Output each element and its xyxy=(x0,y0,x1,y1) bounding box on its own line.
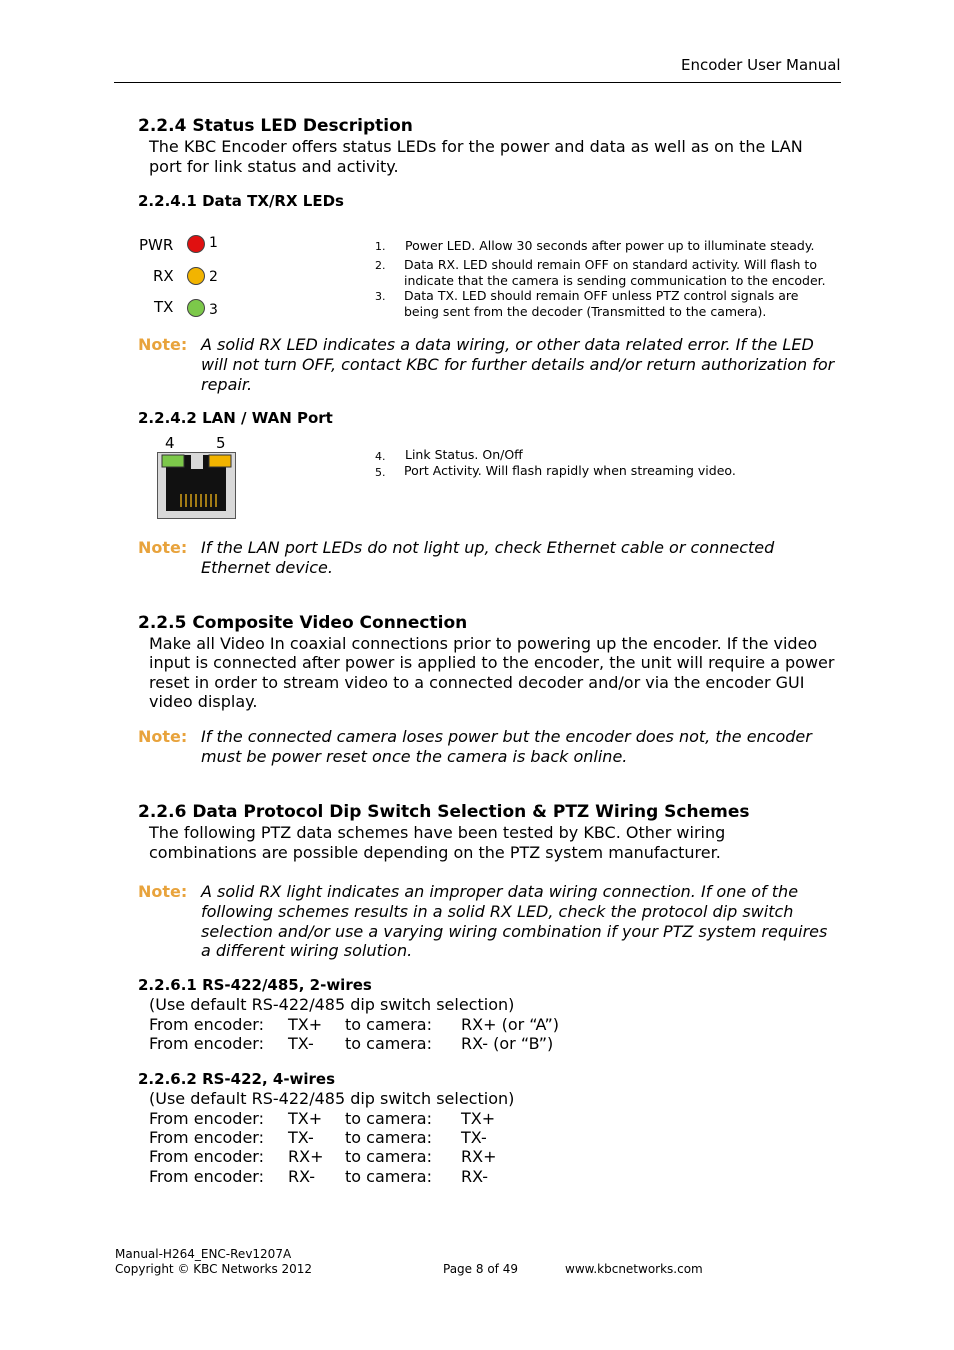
port-led-number-5: 5 xyxy=(216,434,226,452)
note-text: If the LAN port LEDs do not light up, check Ethernet cable or connected Ethernet device. xyxy=(201,538,775,577)
ethernet-port-icon xyxy=(157,452,237,520)
wiring-source-signal: TX+ xyxy=(288,1109,323,1128)
section-2-2-5-body-line-3: reset in order to stream video to a connected decoder and/or via the encoder GUI xyxy=(149,673,805,692)
list-item-number: 5. xyxy=(375,466,386,479)
wiring-target: to camera: xyxy=(345,1147,432,1166)
section-heading-2-2-4: 2.2.4 Status LED Description xyxy=(138,116,413,136)
header-divider xyxy=(114,82,841,83)
wiring-target-signal: RX+ xyxy=(461,1147,497,1166)
tx-led-icon xyxy=(187,299,205,317)
footer-url: www.kbcnetworks.com xyxy=(565,1262,703,1276)
led-number-3: 3 xyxy=(209,302,218,318)
wiring-source: From encoder: xyxy=(149,1034,264,1053)
note-label: Note: xyxy=(138,882,188,901)
section-2-2-6-2-subtitle: (Use default RS-422/485 dip switch selection) xyxy=(149,1089,515,1108)
list-item-text: Data RX. LED should remain OFF on standard activity. Will flash to xyxy=(404,257,817,272)
led-number-2: 2 xyxy=(209,269,218,285)
note-text: A solid RX LED indicates a data wiring, or other data related error. If the LED will not turn OFF, contact KBC for further details and/or return authorization for repair. xyxy=(201,335,835,394)
note-label: Note: xyxy=(138,335,188,354)
wiring-source-signal: RX- xyxy=(288,1167,316,1186)
wiring-source-signal: TX+ xyxy=(288,1015,323,1034)
note-text: A solid RX light indicates an improper data wiring connection. If one of the following schemes results in a solid RX LED, check the protocol dip switch selection and/or use a varying wiring combination if your PTZ system requires a different wiring solution. xyxy=(201,882,828,961)
wiring-target: to camera: xyxy=(345,1167,432,1186)
note-label: Note: xyxy=(138,538,188,557)
wiring-source: From encoder: xyxy=(149,1167,264,1186)
section-2-2-5-body-line-2: input is connected after power is applied to the encoder, the unit will require a power xyxy=(149,653,835,672)
list-item-text: Power LED. Allow 30 seconds after power up to illuminate steady. xyxy=(405,238,815,253)
rx-led-icon xyxy=(187,267,205,285)
section-heading-2-2-4-1: 2.2.4.1 Data TX/RX LEDs xyxy=(138,192,344,210)
list-item-text: Data TX. LED should remain OFF unless PTZ control signals are xyxy=(404,288,799,303)
section-2-2-6-body-line-2: combinations are possible depending on the PTZ system manufacturer. xyxy=(149,843,721,862)
section-2-2-6-1-subtitle: (Use default RS-422/485 dip switch selection) xyxy=(149,995,515,1014)
wiring-target-signal: RX+ (or “A”) xyxy=(461,1015,559,1034)
list-item-text: being sent from the decoder (Transmitted to the camera). xyxy=(404,304,767,319)
section-heading-2-2-4-2: 2.2.4.2 LAN / WAN Port xyxy=(138,409,333,427)
section-heading-2-2-6-2: 2.2.6.2 RS-422, 4-wires xyxy=(138,1070,336,1088)
wiring-source-signal: TX- xyxy=(288,1034,314,1053)
list-item-number: 3. xyxy=(375,290,386,303)
list-item-text: Link Status. On/Off xyxy=(405,447,523,462)
wiring-target-signal: RX- (or “B”) xyxy=(461,1034,554,1053)
section-heading-2-2-6-1: 2.2.6.1 RS-422/485, 2-wires xyxy=(138,976,372,994)
wiring-source-signal: TX- xyxy=(288,1128,314,1147)
footer-doc-id: Manual-H264_ENC-Rev1207A xyxy=(115,1247,292,1261)
list-item-text: Port Activity. Will flash rapidly when streaming video. xyxy=(404,463,736,478)
led-label-tx: TX xyxy=(154,298,174,316)
note-label: Note: xyxy=(138,727,188,746)
list-item-text: indicate that the camera is sending communication to the encoder. xyxy=(404,273,826,288)
list-item-number: 2. xyxy=(375,259,386,272)
section-2-2-4-body-line-1: The KBC Encoder offers status LEDs for the power and data as well as on the LAN xyxy=(149,137,803,156)
section-2-2-4-body-line-2: port for link status and activity. xyxy=(149,157,399,176)
led-number-1: 1 xyxy=(209,235,218,251)
section-heading-2-2-5: 2.2.5 Composite Video Connection xyxy=(138,613,468,633)
wiring-target: to camera: xyxy=(345,1015,432,1034)
wiring-target: to camera: xyxy=(345,1109,432,1128)
wiring-source: From encoder: xyxy=(149,1147,264,1166)
section-heading-2-2-6: 2.2.6 Data Protocol Dip Switch Selection & PTZ Wiring Schemes xyxy=(138,802,750,822)
wiring-source: From encoder: xyxy=(149,1128,264,1147)
footer-copyright: Copyright © KBC Networks 2012 xyxy=(115,1262,313,1276)
note-text: If the connected camera loses power but the encoder does not, the encoder must be power reset once the camera is back online. xyxy=(201,727,812,766)
list-item-number: 4. xyxy=(375,450,386,463)
port-led-number-4: 4 xyxy=(165,434,175,452)
led-label-rx: RX xyxy=(153,267,174,285)
wiring-source-signal: RX+ xyxy=(288,1147,324,1166)
wiring-target: to camera: xyxy=(345,1034,432,1053)
wiring-target-signal: TX- xyxy=(461,1128,487,1147)
wiring-target-signal: RX- xyxy=(461,1167,489,1186)
footer-page-number: Page 8 of 49 xyxy=(443,1262,518,1276)
section-2-2-5-body-line-1: Make all Video In coaxial connections prior to powering up the encoder. If the video xyxy=(149,634,818,653)
header-title: Encoder User Manual xyxy=(681,56,841,74)
wiring-target: to camera: xyxy=(345,1128,432,1147)
wiring-source: From encoder: xyxy=(149,1015,264,1034)
led-label-pwr: PWR xyxy=(139,236,174,254)
list-item-number: 1. xyxy=(375,240,386,253)
pwr-led-icon xyxy=(187,235,205,253)
wiring-source: From encoder: xyxy=(149,1109,264,1128)
wiring-target-signal: TX+ xyxy=(461,1109,496,1128)
section-2-2-6-body-line-1: The following PTZ data schemes have been tested by KBC. Other wiring xyxy=(149,823,726,842)
section-2-2-5-body-line-4: video display. xyxy=(149,692,258,711)
